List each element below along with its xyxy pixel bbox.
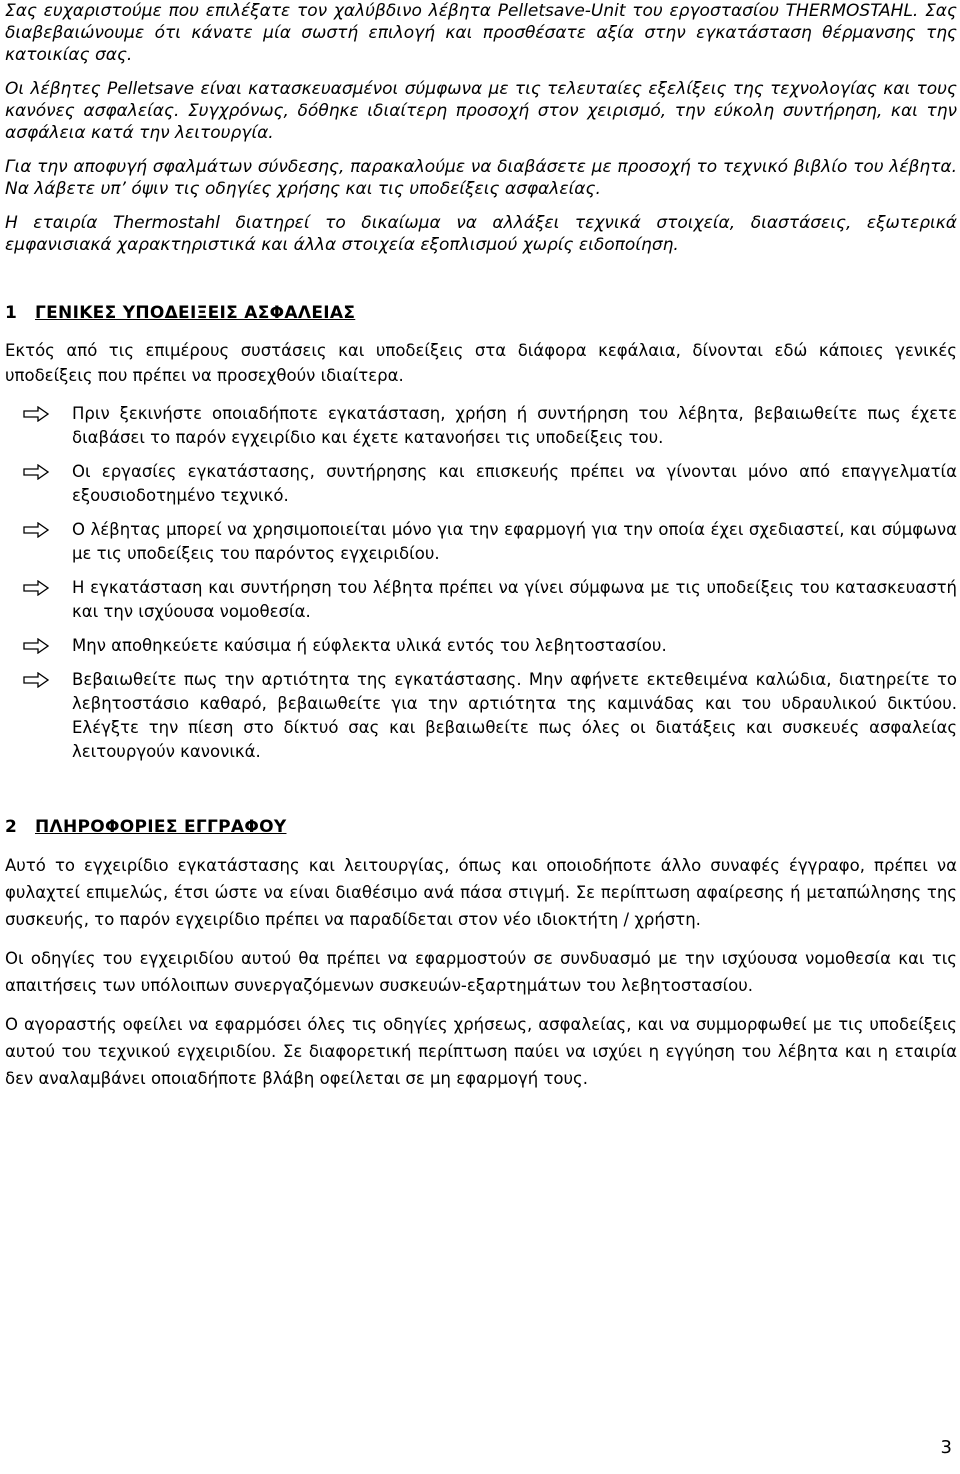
- list-item: [5, 460, 957, 508]
- intro-paragraph-4: Η εταιρία Thermostahl διατηρεί το δικαίωμα να αλλάξει τεχνικά στοιχεία, διαστάσεις, εξωτερικά εμφανισιακά χαρακτηριστικά και άλλα στοιχεία εξοπλισμού χωρίς ειδοποίηση.: [5, 213, 957, 255]
- list-item: [5, 668, 957, 764]
- section-1-lead: Εκτός από τις επιμέρους συστάσεις και υποδείξεις στα διάφορα κεφάλαια, δίνονται εδώ κάποιες γενικές υποδείξεις που πρέπει να προσεχθούν ιδιαίτερα.: [5, 341, 957, 385]
- section-2-paragraph-2: Οι οδηγίες του εγχειριδίου αυτού θα πρέπει να εφαρμοστούν σε συνδυασμό με την ισχύουσα νομοθεσία και τις απαιτήσεις των υπόλοιπων συνεργαζόμενων συσκευών-εξαρτημάτων του λεβητοστασίου.: [5, 949, 957, 995]
- section-1-heading: [5, 302, 957, 324]
- right-arrow-outline-icon: [23, 672, 49, 688]
- section-1-number: 1: [5, 303, 18, 323]
- section-2-heading: [5, 816, 957, 838]
- safety-bullet-list: [5, 402, 957, 764]
- list-item-text: Μην αποθηκεύετε καύσιμα ή εύφλεκτα υλικά εντός του λεβητοστασίου.: [72, 636, 667, 655]
- section-2-paragraph-1: Αυτό το εγχειρίδιο εγκατάστασης και λειτουργίας, όπως και οποιοδήποτε άλλο συναφές έγγραφο, πρέπει να φυλαχτεί επιμελώς, έτσι ώστε να είναι διαθέσιμο ανά πάσα στιγμή. Σε περίπτωση αφαίρεσης ή μεταπώλησης της συσκευής, το παρόν εγχειρίδιο πρέπει να παραδίδεται στον νέο ιδιοκτήτη / χρήστη.: [5, 856, 957, 929]
- list-item: [5, 518, 957, 566]
- right-arrow-outline-icon: [23, 522, 49, 538]
- list-item: [5, 402, 957, 450]
- intro-paragraph-3: Για την αποφυγή σφαλμάτων σύνδεσης, παρακαλούμε να διαβάσετε με προσοχή το τεχνικό βιβλίο του λέβητα. Να λάβετε υπ’ όψιν τις οδηγίες χρήσης και τις υποδείξεις ασφαλείας.: [5, 157, 957, 199]
- list-item-text: Η εγκατάσταση και συντήρηση του λέβητα πρέπει να γίνει σύμφωνα με τις υποδείξεις του κατασκευαστή και την ισχύουσα νομοθεσία.: [72, 578, 957, 621]
- section-2-title: ΠΛΗΡΟΦΟΡΙΕΣ ΕΓΓΡΑΦΟΥ: [35, 817, 287, 837]
- list-item-text: Ο λέβητας μπορεί να χρησιμοποιείται μόνο για την εφαρμογή για την οποία έχει σχεδιαστεί, και σύμφωνα με τις υποδείξεις του παρόντος εγχειριδίου.: [72, 520, 957, 563]
- right-arrow-outline-icon: [23, 638, 49, 654]
- right-arrow-outline-icon: [23, 580, 49, 596]
- section-document-info: [5, 816, 957, 1092]
- intro-paragraph-1: Σας ευχαριστούμε που επιλέξατε τον χαλύβδινο λέβητα Pelletsave-Unit του εργοστασίου THERMOSTAHL. Σας διαβεβαιώνουμε ότι κάνατε μία σωστή επιλογή και προσθέσατε αξία στην εγκατάσταση θέρμανσης της κατοικίας σας.: [5, 1, 957, 65]
- list-item-text: Βεβαιωθείτε πως την αρτιότητα της εγκατάστασης. Μην αφήνετε εκτεθειμένα καλώδια, διατηρείτε το λεβητοστάσιο καθαρό, βεβαιωθείτε για την αρτιότητα της καμινάδας και του υδραυλικού δικτύου. Ελέγξτε την πίεση στο δίκτυό σας και βεβαιωθείτε πως όλες οι διατάξεις και συσκευές ασφαλείας λειτουργούν κανονικά.: [72, 670, 957, 761]
- section-1-title: ΓΕΝΙΚΕΣ ΥΠΟΔΕΙΞΕΙΣ ΑΣΦΑΛΕΙΑΣ: [35, 303, 356, 323]
- section-2-paragraph-3: Ο αγοραστής οφείλει να εφαρμόσει όλες τις οδηγίες χρήσεως, ασφαλείας, και να συμμορφωθεί με τις υποδείξεις αυτού του τεχνικού εγχειριδίου. Σε διαφορετική περίπτωση παύει να ισχύει η εγγύηση του λέβητα και η εταιρία δεν αναλαμβάνει οποιαδήποτε βλάβη οφείλεται σε μη εφαρμογή τους.: [5, 1015, 957, 1088]
- section-2-number: 2: [5, 817, 18, 837]
- right-arrow-outline-icon: [23, 406, 49, 422]
- list-item: [5, 634, 957, 658]
- list-item: [5, 576, 957, 624]
- list-item-text: Πριν ξεκινήστε οποιαδήποτε εγκατάσταση, χρήση ή συντήρηση του λέβητα, βεβαιωθείτε πως έχετε διαβάσει το παρόν εγχειρίδιο και έχετε κατανοήσει τις υποδείξεις του.: [72, 404, 957, 447]
- document-page: [5, 0, 957, 1092]
- right-arrow-outline-icon: [23, 464, 49, 480]
- intro-section: [5, 0, 957, 256]
- page-number: 3: [940, 1437, 952, 1458]
- section-safety: [5, 302, 957, 764]
- list-item-text: Οι εργασίες εγκατάστασης, συντήρησης και επισκευής πρέπει να γίνονται μόνο από επαγγελματία εξουσιοδοτημένο τεχνικό.: [72, 462, 957, 505]
- intro-paragraph-2: Οι λέβητες Pelletsave είναι κατασκευασμένοι σύμφωνα με τις τελευταίες εξελίξεις της τεχνολογίας και τους κανόνες ασφαλείας. Συγχρόνως, δόθηκε ιδιαίτερη προσοχή στον χειρισμό, την εύκολη συντήρηση, και την ασφάλεια κατά την λειτουργία.: [5, 79, 957, 143]
